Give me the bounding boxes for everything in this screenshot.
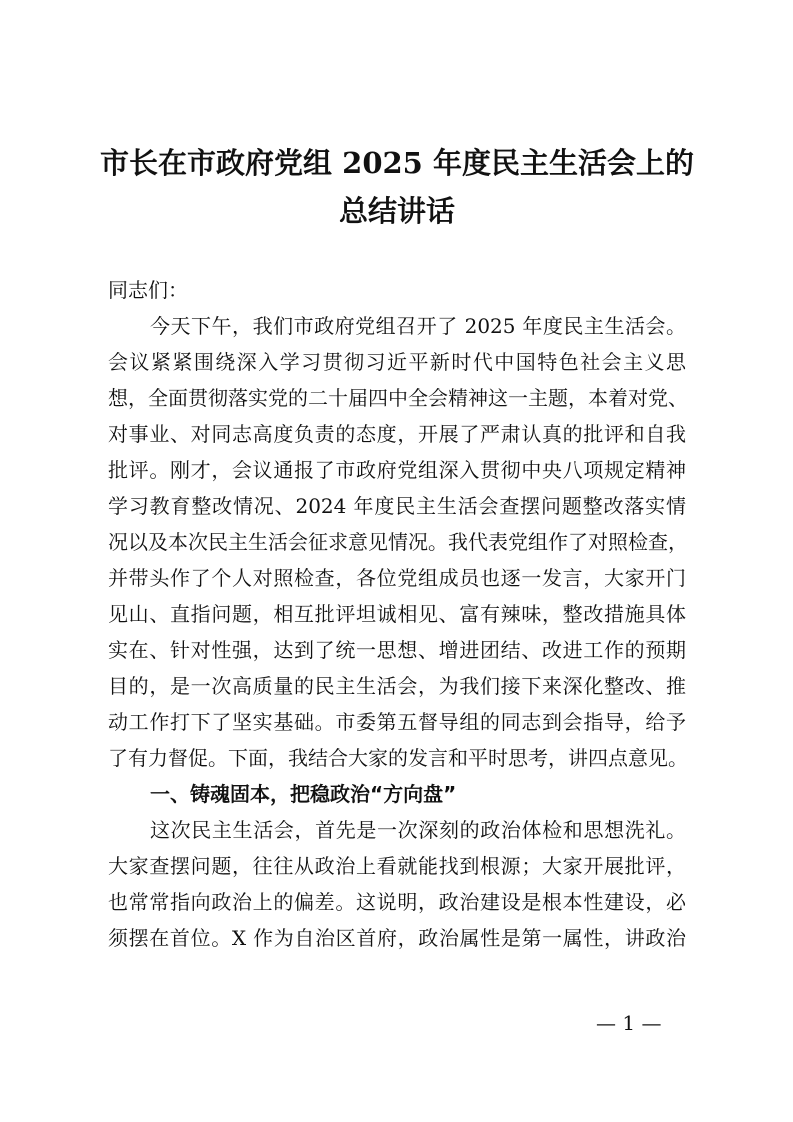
title-line-1: 市长在市政府党组 2025 年度民主生活会上的 (100, 146, 694, 180)
body-line: 了有力督促。下面，我结合大家的发言和平时思考，讲四点意见。 (108, 746, 688, 770)
body-line: 对事业、对同志高度负责的态度，开展了严肃认真的批评和自我 (108, 422, 686, 446)
body-line: 目的，是一次高质量的民主生活会，为我们接下来深化整改、推 (108, 674, 686, 698)
body-line: 实在、针对性强，达到了统一思想、增进团结、改进工作的预期 (108, 638, 686, 662)
body-line: 这次民主生活会，首先是一次深刻的政治体检和思想洗礼。 (150, 818, 686, 842)
body-line: 大家查摆问题，往往从政治上看就能找到根源；大家开展批评， (108, 854, 686, 878)
page-number: — 1 — (596, 1011, 662, 1035)
body-line: 想，全面贯彻落实党的二十届四中全会精神这一主题，本着对党、 (108, 386, 688, 410)
body-line: 见山、直指问题，相互批评坦诚相见、富有辣味，整改措施具体 (108, 602, 686, 626)
body-line: 批评。刚才，会议通报了市政府党组深入贯彻中央八项规定精神 (108, 458, 686, 482)
body-line: 况以及本次民主生活会征求意见情况。我代表党组作了对照检查， (108, 530, 688, 554)
body-line: 今天下午，我们市政府党组召开了 2025 年度民主生活会。 (150, 314, 686, 338)
body-line: 也常常指向政治上的偏差。这说明，政治建设是根本性建设，必 (108, 890, 686, 914)
body-line: 动工作打下了坚实基础。市委第五督导组的同志到会指导，给予 (108, 710, 686, 734)
body-line: 会议紧紧围绕深入学习贯彻习近平新时代中国特色社会主义思 (108, 350, 686, 374)
section-heading: 一、铸魂固本，把稳政治“方向盘” (150, 782, 457, 806)
body-line: 须摆在首位。X 作为自治区首府，政治属性是第一属性，讲政治 (108, 926, 686, 950)
salutation: 同志们： (108, 278, 188, 302)
title-line-2: 总结讲话 (338, 194, 455, 228)
body-line: 学习教育整改情况、2024 年度民主生活会查摆问题整改落实情 (108, 494, 686, 518)
body-line: 并带头作了个人对照检查，各位党组成员也逐一发言，大家开门 (108, 566, 686, 590)
